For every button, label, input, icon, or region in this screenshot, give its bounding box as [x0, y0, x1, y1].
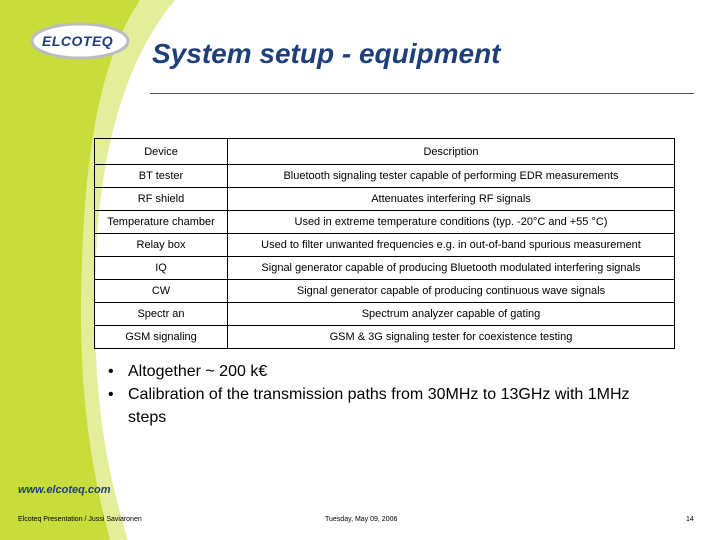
table-row: [95, 188, 675, 211]
table-header-row: [95, 139, 675, 165]
description-cell: Signal generator capable of producing continuous wave signals: [228, 280, 675, 303]
bullet-list: [108, 360, 668, 429]
device-cell: GSM signaling: [95, 326, 228, 349]
description-cell: GSM & 3G signaling tester for coexistence testing: [228, 326, 675, 349]
table-row: [95, 211, 675, 234]
table-row: [95, 280, 675, 303]
bullet-item: [108, 360, 668, 383]
bullet-dot: •: [108, 363, 114, 380]
device-cell: RF shield: [95, 188, 228, 211]
bullet-item: [108, 383, 668, 429]
header-device: Device: [95, 139, 228, 165]
description-cell: Used in extreme temperature conditions (typ. -20°C and +55 °C): [228, 211, 675, 234]
device-cell: Relay box: [95, 234, 228, 257]
device-cell: CW: [95, 280, 228, 303]
equipment-table: [94, 138, 675, 349]
description-cell: Used to filter unwanted frequencies e.g. in out-of-band spurious measurement: [228, 234, 675, 257]
description-cell: Spectrum analyzer capable of gating: [228, 303, 675, 326]
bullet-text: Calibration of the transmission paths from 30MHz to 13GHz with 1MHz steps: [128, 386, 630, 426]
title-divider: [150, 93, 694, 94]
description-cell: Bluetooth signaling tester capable of performing EDR measurements: [228, 165, 675, 188]
table-row: [95, 326, 675, 349]
footer-date: Tuesday, May 09, 2006: [325, 516, 398, 523]
bullet-dot: •: [108, 386, 114, 403]
device-cell: Temperature chamber: [95, 211, 228, 234]
table-row: [95, 165, 675, 188]
device-cell: IQ: [95, 257, 228, 280]
description-cell: Signal generator capable of producing Bluetooth modulated interfering signals: [228, 257, 675, 280]
device-cell: Spectr an: [95, 303, 228, 326]
page-number: 14: [686, 516, 694, 523]
table-row: [95, 303, 675, 326]
table-row: [95, 234, 675, 257]
header-description: Description: [228, 139, 675, 165]
device-cell: BT tester: [95, 165, 228, 188]
logo-text: ELCOTEQ: [42, 33, 114, 49]
slide-title: System setup - equipment: [152, 38, 501, 69]
description-cell: Attenuates interfering RF signals: [228, 188, 675, 211]
table-row: [95, 257, 675, 280]
footer-presenter: Elcoteq Presentation / Jussi Saviaronen: [18, 516, 142, 523]
bullet-text: Altogether ~ 200 k€: [128, 363, 268, 380]
website-url: www.elcoteq.com: [18, 484, 111, 496]
